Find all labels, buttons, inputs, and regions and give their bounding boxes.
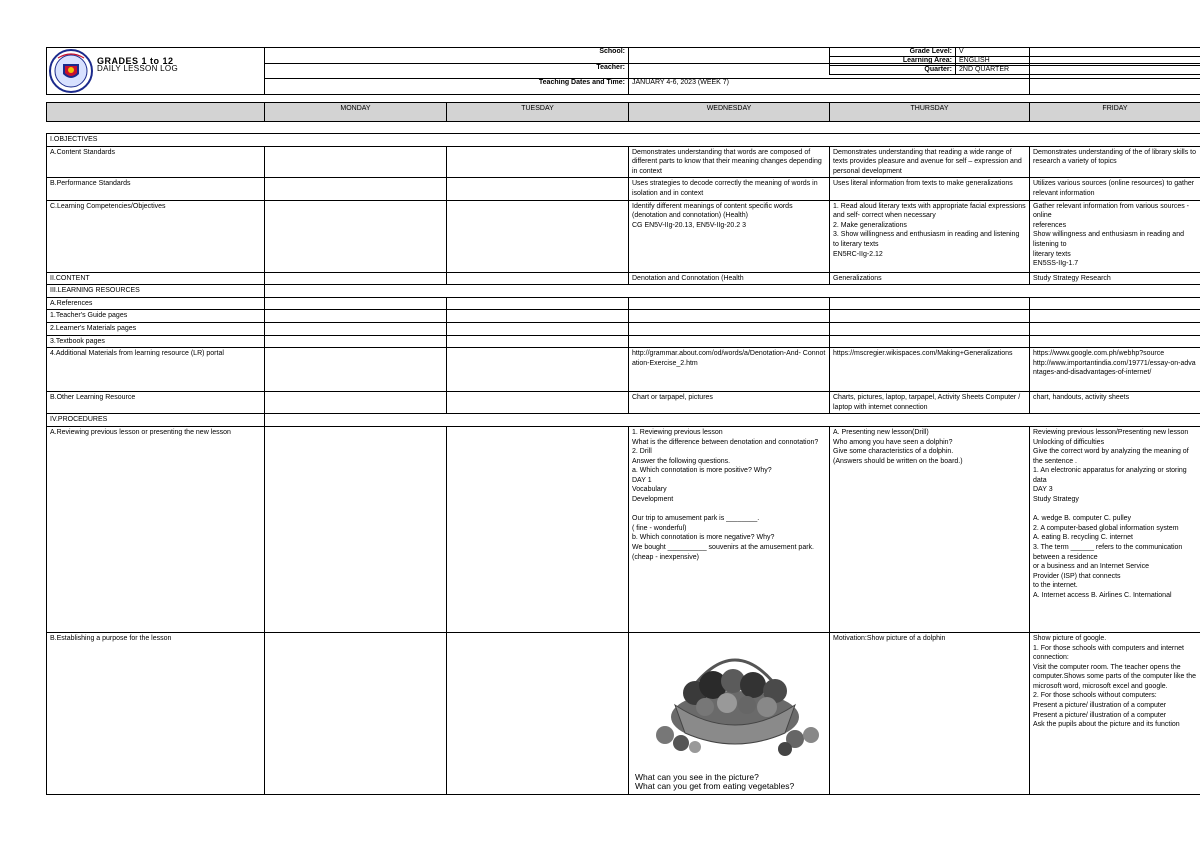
purpose-label: B.Establishing a purpose for the lesson (47, 632, 265, 794)
row-competencies (47, 200, 1200, 272)
additional-fri: https://www.google.com.ph/webhp?source http://www.importantindia.com/19771/essay-on-advantages-and-disadvantages-of-internet/ (1030, 348, 1200, 392)
day-wednesday: WEDNESDAY (629, 103, 830, 122)
row-textbook (47, 335, 1200, 348)
row-reviewing (47, 426, 1200, 632)
day-tuesday: TUESDAY (447, 103, 629, 122)
row-other-resources (47, 392, 1200, 414)
content-label: II.CONTENT (47, 272, 265, 285)
days-blank (47, 103, 265, 122)
quarter-placeholder (1030, 79, 1200, 95)
reviewing-fri: Reviewing previous lesson/Presenting new lesson Unlocking of difficulties Give the correct word by analyzing the meaning of the sentence . 1. An electronic apparatus for analyzing or storing data DAY 3 Study Strategy A. wedge B. computer C. pulley 2. A computer-based global information system A. eating B. recycling C. internet 3. The term ______ refers to the communication between a residence or a business and an Internet Service Provider (ISP) that connects to the internet. A. Internet access B. Airlines C. International (1030, 426, 1200, 632)
performance-standards-thu: Uses literal information from texts to make generalizations (830, 178, 1030, 200)
purpose-question-2: What can you get from eating vegetables? (635, 781, 795, 792)
content-thu: Generalizations (830, 272, 1030, 285)
reviewing-label: A.Reviewing previous lesson or presenting the new lesson (47, 426, 265, 632)
vegetable-basket-image (635, 635, 830, 761)
references-label: A.References (47, 297, 265, 310)
objectives-label: I.OBJECTIVES (47, 134, 1200, 147)
row-learner-materials (47, 322, 1200, 335)
dates-label: Teaching Dates and Time: (265, 79, 629, 95)
learning-resources-label: III.LEARNING RESOURCES (47, 285, 265, 298)
content-fri: Study Strategy Research (1030, 272, 1200, 285)
additional-thu: https://mscregier.wikispaces.com/Making+Generalizations (830, 348, 1030, 392)
deped-seal-logo (48, 48, 94, 94)
grade-label: Grade Level: (830, 48, 956, 57)
day-friday: FRIDAY (1030, 103, 1200, 122)
content-standards-fri: Demonstrates understanding of the of library skills to research a variety of topics (1030, 146, 1200, 178)
dates-value: JANUARY 4-6, 2023 (WEEK 7) (629, 79, 1030, 95)
performance-standards-wed: Uses strategies to decode correctly the meaning of words in isolation and in context (629, 178, 830, 200)
title-daily-lesson-log: DAILY LESSON LOG (97, 64, 178, 73)
content-table (46, 133, 1200, 795)
additional-wed: http://grammar.about.com/od/words/a/Denotation-And- Connotation-Exercise_2.htm (629, 348, 830, 392)
header-title-cell (47, 48, 265, 95)
area-label: Learning Area: (830, 57, 956, 66)
other-resources-wed: Chart or tarpapel, pictures (629, 392, 830, 414)
competencies-label: C.Learning Competencies/Objectives (47, 200, 265, 272)
teacher-label: Teacher: (265, 63, 629, 79)
row-procedures (47, 414, 1200, 427)
content-standards-thu: Demonstrates understanding that reading a wide range of texts provides pleasure and avenue for self – expression and personal development (830, 146, 1030, 178)
school-label: School: (265, 48, 629, 64)
competencies-wed: Identify different meanings of content specific words (denotation and connotation) (Health) CG EN5V-IIg-20.13, EN5V-IIg-20.2 3 (629, 200, 830, 272)
content-standards-label: A.Content Standards (47, 146, 265, 178)
days-row (47, 103, 1200, 122)
quarter-label: Quarter: (830, 66, 956, 75)
row-purpose (47, 632, 1200, 794)
procedures-label: IV.PROCEDURES (47, 414, 265, 427)
quarter-value: 2ND QUARTER (956, 66, 1200, 75)
day-thursday: THURSDAY (830, 103, 1030, 122)
content-standards-wed: Demonstrates understanding that words are composed of different parts to know that their meaning changes depending in context (629, 146, 830, 178)
purpose-thu: Motivation:Show picture of a dolphin (830, 632, 1030, 794)
row-content-standards (47, 146, 1200, 178)
performance-standards-label: B.Performance Standards (47, 178, 265, 200)
purpose-fri: Show picture of google. 1. For those schools with computers and internet connection: Visit the computer room. The teacher opens the computer.Shows some parts of the computer like the microsoft word, microsoft excel and google. 2. For those schools without computers: Present a picture/ illustration of a computer Present a picture/ illustration of a computer Ask the pupils about the picture and its function (1030, 632, 1200, 794)
competencies-thu: 1. Read aloud literary texts with appropriate facial expressions and self- correct when necessary 2. Make generalizations 3. Show willingness and enthusiasm in reading and listening to literary texts EN5RC-IIg-2.12 (830, 200, 1030, 272)
row-content (47, 272, 1200, 285)
day-monday: MONDAY (265, 103, 447, 122)
purpose-wed (629, 632, 830, 794)
row-references (47, 297, 1200, 310)
row-learning-resources (47, 285, 1200, 298)
days-table (46, 102, 1200, 122)
content-wed: Denotation and Connotation (Health (629, 272, 830, 285)
reviewing-wed: 1. Reviewing previous lesson What is the difference between denotation and connotation? 2. Drill Answer the following questions. a. Which connotation is more positive? Why? DAY 1 Vocabulary Development Our trip to amusement park is ________. ( fine - wonderful) b. Which connotation is more negative? Why? We bought __________ souvenirs at the amusement park. (cheap - inexpensive) (629, 426, 830, 632)
row-additional-materials (47, 348, 1200, 392)
lesson-log-sheet (46, 47, 1200, 795)
title-grades: GRADES 1 to 12 (97, 56, 174, 66)
other-resources-fri: chart, handouts, activity sheets (1030, 392, 1200, 414)
header-right-block (829, 47, 1200, 75)
additional-label: 4.Additional Materials from learning resource (LR) portal (47, 348, 265, 392)
teacher-guide-label: 1.Teacher's Guide pages (47, 310, 265, 323)
row-teacher-guide (47, 310, 1200, 323)
row-objectives (47, 134, 1200, 147)
reviewing-thu: A. Presenting new lesson(Drill) Who among you have seen a dolphin? Give some characteristics of a dolphin. (Answers should be written on the board.) (830, 426, 1030, 632)
area-value: ENGLISH (956, 57, 1200, 66)
purpose-question-1: What can you see in the picture? (635, 771, 759, 782)
performance-standards-fri: Utilizes various sources (online resources) to gather relevant information (1030, 178, 1200, 200)
textbook-label: 3.Textbook pages (47, 335, 265, 348)
other-resources-label: B.Other Learning Resource (47, 392, 265, 414)
row-performance-standards (47, 178, 1200, 200)
other-resources-thu: Charts, pictures, laptop, tarpapel, Activity Sheets Computer / laptop with internet connection (830, 392, 1030, 414)
learner-materials-label: 2.Learner's Materials pages (47, 322, 265, 335)
competencies-fri: Gather relevant information from various sources - online references Show willingness and enthusiasm in reading and listening to literary texts EN5SS-IIg-1.7 (1030, 200, 1200, 272)
grade-value: V (956, 48, 1200, 57)
